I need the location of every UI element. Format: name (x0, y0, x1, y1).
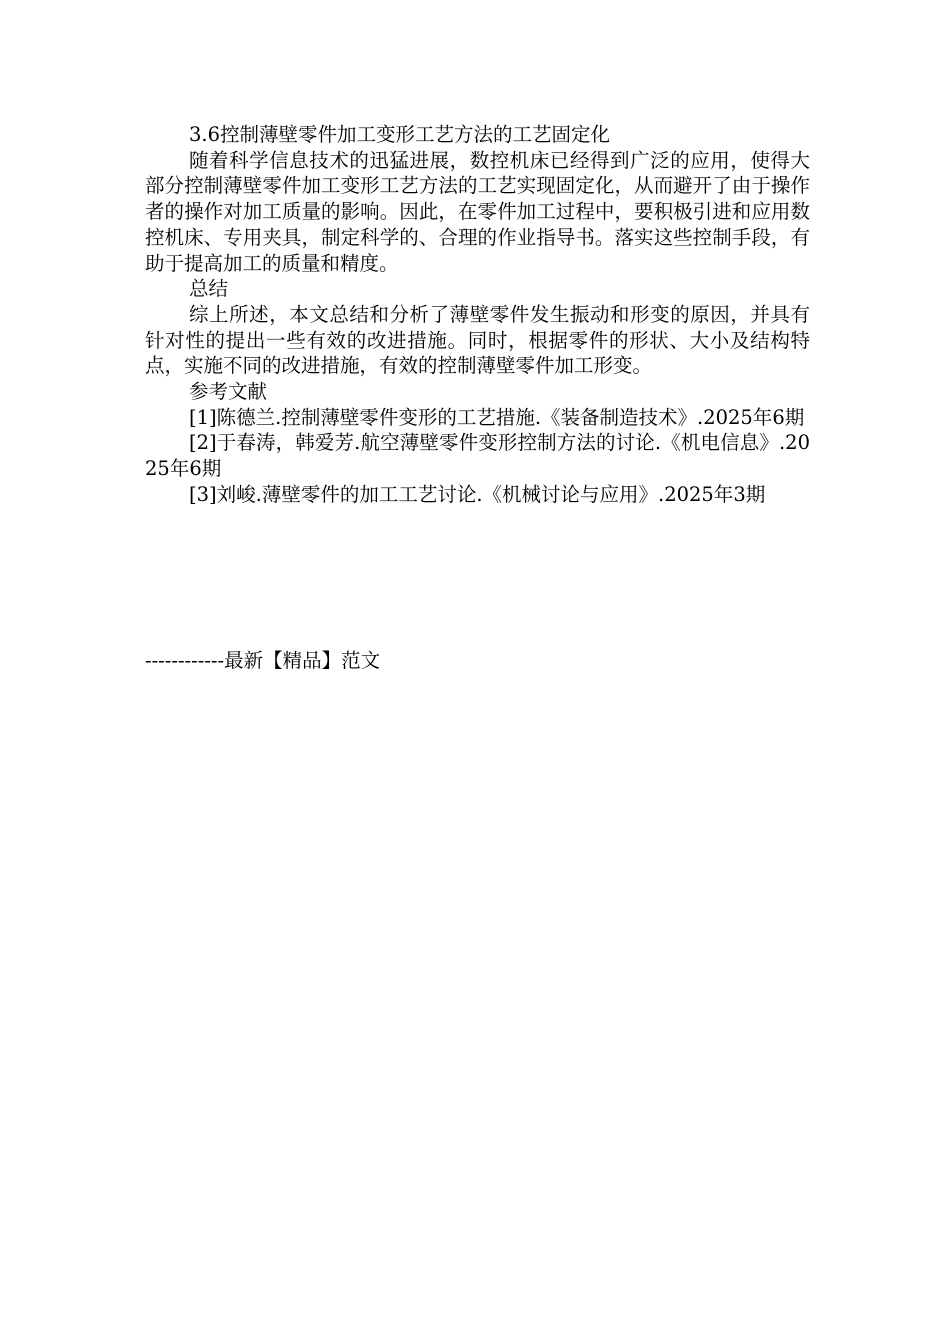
summary-heading: 总结 (189, 277, 229, 301)
references-heading: 参考文献 (189, 380, 268, 404)
document-body (145, 122, 810, 508)
summary-paragraph: 综上所述，本文总结和分析了薄壁零件发生振动和形变的原因，并具有针对性的提出一些有效的改进措施。同时，根据零件的形状、大小及结构特点，实施不同的改进措施，有效的控制薄壁零件加工形变。 (145, 302, 810, 378)
section-paragraph: 随着科学信息技术的迅猛进展，数控机床已经得到广泛的应用，使得大部分控制薄壁零件加工变形工艺方法的工艺实现固定化，从而避开了由于操作者的操作对加工质量的影响。因此，在零件加工过程中，要积极引进和应用数控机床、专用夹具，制定科学的、合理的作业指导书。落实这些控制手段，有助于提高加工的质量和精度。 (145, 148, 810, 275)
footer-text: ------------最新【精品】范文 (145, 649, 381, 672)
section-heading: 3.6控制薄壁零件加工变形工艺方法的工艺固定化 (189, 123, 611, 146)
reference-item: [3]刘峻.薄壁零件的加工工艺讨论.《机械讨论与应用》.2025年3期 (189, 482, 766, 506)
reference-item: [2]于春涛，韩爱芳.航空薄壁零件变形控制方法的讨论.《机电信息》.2025年6期 (145, 431, 810, 481)
reference-item: [1]陈德兰.控制薄壁零件变形的工艺措施.《装备制造技术》.2025年6期 (189, 405, 805, 429)
